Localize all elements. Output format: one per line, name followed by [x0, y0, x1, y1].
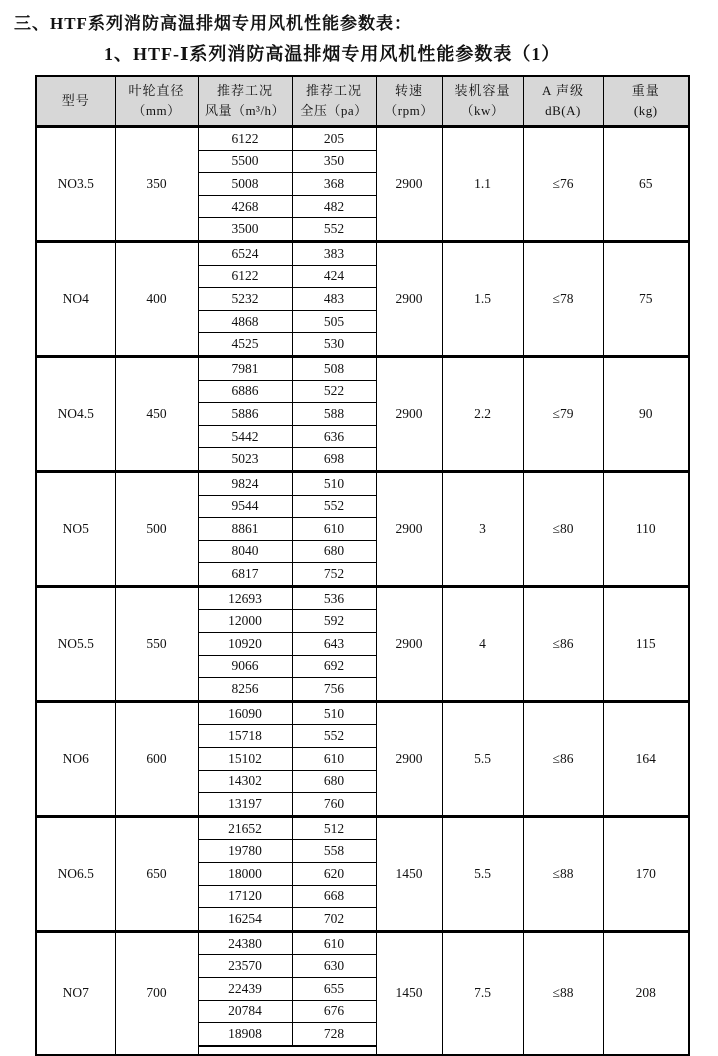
pressure-cell: 383 [292, 241, 376, 265]
pressure-cell: 728 [292, 1023, 376, 1046]
col-header-pressure [292, 76, 376, 127]
pressure-cell: 482 [292, 195, 376, 218]
pressure-cell: 610 [292, 518, 376, 541]
flow-cell: 19780 [198, 840, 292, 863]
col-header-line1: A 声级 [542, 82, 584, 98]
pressure-cell: 760 [292, 793, 376, 817]
table-row [36, 127, 689, 151]
col-header-speed [376, 76, 442, 127]
pressure-cell: 668 [292, 885, 376, 908]
pressure-cell: 636 [292, 425, 376, 448]
table-row [36, 471, 689, 495]
weight-cell: 170 [603, 816, 689, 931]
col-header-line1: 推荐工况 [216, 82, 273, 98]
pressure-cell: 620 [292, 863, 376, 886]
weight-cell: 164 [603, 701, 689, 816]
col-header-line1: 推荐工况 [305, 82, 362, 98]
flow-cell: 6524 [198, 241, 292, 265]
pressure-cell: 552 [292, 725, 376, 748]
power-cell: 1.1 [442, 127, 523, 242]
flow-cell: 23570 [198, 955, 292, 978]
speed-cell: 2900 [376, 586, 442, 701]
flow-cell: 22439 [198, 977, 292, 1000]
col-header-line1: 型号 [61, 92, 90, 108]
col-header-flow [198, 76, 292, 127]
flow-cell: 6886 [198, 380, 292, 403]
pressure-cell: 680 [292, 540, 376, 563]
noise-cell: ≤76 [523, 127, 603, 242]
power-cell: 1.5 [442, 241, 523, 356]
flow-cell: 5500 [198, 150, 292, 173]
diameter-cell: 450 [115, 356, 198, 471]
noise-cell: ≤88 [523, 931, 603, 1054]
diameter-cell: 500 [115, 471, 198, 586]
diameter-cell: 650 [115, 816, 198, 931]
flow-cell: 8256 [198, 678, 292, 702]
speed-cell: 2900 [376, 356, 442, 471]
model-cell: NO4.5 [36, 356, 115, 471]
flow-cell: 12693 [198, 586, 292, 610]
power-cell: 3 [442, 471, 523, 586]
flow-cell: 18000 [198, 863, 292, 886]
flow-cell: 5232 [198, 288, 292, 311]
flow-cell: 20784 [198, 1000, 292, 1023]
flow-cell: 12000 [198, 610, 292, 633]
diameter-cell: 600 [115, 701, 198, 816]
pressure-cell: 552 [292, 495, 376, 518]
model-cell: NO5.5 [36, 586, 115, 701]
pressure-cell: 483 [292, 288, 376, 311]
weight-cell: 65 [603, 127, 689, 242]
flow-cell: 24380 [198, 931, 292, 955]
col-header-diameter [115, 76, 198, 127]
pressure-cell: 205 [292, 127, 376, 151]
col-header-unit: 风量（m³/h） [204, 103, 286, 118]
flow-cell: 9544 [198, 495, 292, 518]
noise-cell: ≤79 [523, 356, 603, 471]
pressure-cell: 505 [292, 310, 376, 333]
weight-cell: 110 [603, 471, 689, 586]
power-cell: 5.5 [442, 701, 523, 816]
diameter-cell: 350 [115, 127, 198, 242]
col-header-weight [603, 76, 689, 127]
table-row [36, 701, 689, 725]
col-header-unit: (kg) [633, 103, 658, 118]
noise-cell: ≤78 [523, 241, 603, 356]
pressure-cell: 424 [292, 265, 376, 288]
pressure-cell: 756 [292, 678, 376, 702]
pressure-cell: 702 [292, 908, 376, 932]
noise-cell: ≤86 [523, 701, 603, 816]
speed-cell: 1450 [376, 931, 442, 1054]
model-cell: NO6.5 [36, 816, 115, 931]
flow-cell: 15102 [198, 748, 292, 771]
col-header-model [36, 76, 115, 127]
col-header-unit: 全压（pa） [300, 103, 368, 118]
model-cell: NO4 [36, 241, 115, 356]
col-header-unit: dB(A) [545, 103, 581, 118]
power-cell: 7.5 [442, 931, 523, 1054]
table-row [36, 931, 689, 955]
flow-cell: 14302 [198, 770, 292, 793]
power-cell: 4 [442, 586, 523, 701]
pressure-cell: 512 [292, 816, 376, 840]
flow-cell: 9824 [198, 471, 292, 495]
flow-cell: 6122 [198, 127, 292, 151]
speed-cell: 1450 [376, 816, 442, 931]
pressure-cell: 630 [292, 955, 376, 978]
pressure-cell: 522 [292, 380, 376, 403]
table-row [36, 356, 689, 380]
speed-cell: 2900 [376, 471, 442, 586]
power-cell: 2.2 [442, 356, 523, 471]
flow-cell: 6817 [198, 563, 292, 587]
pressure-cell: 508 [292, 356, 376, 380]
flow-cell: 6122 [198, 265, 292, 288]
performance-table [35, 75, 690, 1056]
flow-cell: 21652 [198, 816, 292, 840]
col-header-line1: 装机容量 [454, 82, 511, 98]
noise-cell: ≤86 [523, 586, 603, 701]
flow-cell: 15718 [198, 725, 292, 748]
pressure-cell: 610 [292, 748, 376, 771]
pressure-cell: 680 [292, 770, 376, 793]
weight-cell: 90 [603, 356, 689, 471]
table-row [36, 586, 689, 610]
flow-cell: 8861 [198, 518, 292, 541]
page-subtitle: 1、HTF-Ⅰ系列消防高温排烟专用风机性能参数表（1） [104, 44, 561, 64]
col-header-unit: （kw） [460, 103, 505, 118]
flow-cell: 16254 [198, 908, 292, 932]
page-title: 三、HTF系列消防高温排烟专用风机性能参数表： [14, 14, 412, 33]
pressure-cell: 368 [292, 173, 376, 196]
model-cell: NO6 [36, 701, 115, 816]
diameter-cell: 700 [115, 931, 198, 1054]
flow-cell: 4525 [198, 333, 292, 357]
table-row [36, 241, 689, 265]
col-header-unit: （rpm） [384, 103, 434, 118]
col-header-power [442, 76, 523, 127]
flow-cell: 3500 [198, 218, 292, 242]
flow-cell: 7981 [198, 356, 292, 380]
table-row [36, 816, 689, 840]
flow-cell: 17120 [198, 885, 292, 908]
pressure-cell: 588 [292, 403, 376, 426]
flow-cell: 5442 [198, 425, 292, 448]
flow-cell: 5886 [198, 403, 292, 426]
flow-cell: 4868 [198, 310, 292, 333]
diameter-cell: 550 [115, 586, 198, 701]
table-body [36, 127, 689, 1055]
pressure-cell: 530 [292, 333, 376, 357]
flow-cell: 4268 [198, 195, 292, 218]
flow-cell: 5023 [198, 448, 292, 472]
col-header-line1: 叶轮直径 [128, 82, 185, 98]
pressure-cell: 350 [292, 150, 376, 173]
flow-cell: 18908 [198, 1023, 292, 1046]
speed-cell: 2900 [376, 127, 442, 242]
pressure-cell: 676 [292, 1000, 376, 1023]
model-cell: NO5 [36, 471, 115, 586]
speed-cell: 2900 [376, 701, 442, 816]
weight-cell: 208 [603, 931, 689, 1054]
pressure-cell: 698 [292, 448, 376, 472]
speed-cell: 2900 [376, 241, 442, 356]
pressure-cell: 552 [292, 218, 376, 242]
pressure-cell: 510 [292, 471, 376, 495]
model-cell: NO7 [36, 931, 115, 1054]
noise-cell: ≤80 [523, 471, 603, 586]
pressure-cell: 655 [292, 977, 376, 1000]
noise-cell: ≤88 [523, 816, 603, 931]
flow-cell: 16090 [198, 701, 292, 725]
pressure-cell: 536 [292, 586, 376, 610]
pressure-cell: 592 [292, 610, 376, 633]
pressure-cell: 610 [292, 931, 376, 955]
flow-cell: 8040 [198, 540, 292, 563]
gap-cell [198, 1046, 376, 1055]
diameter-cell: 400 [115, 241, 198, 356]
weight-cell: 75 [603, 241, 689, 356]
pressure-cell: 752 [292, 563, 376, 587]
power-cell: 5.5 [442, 816, 523, 931]
pressure-cell: 643 [292, 633, 376, 656]
pressure-cell: 558 [292, 840, 376, 863]
col-header-line1: 转速 [394, 82, 423, 98]
weight-cell: 115 [603, 586, 689, 701]
flow-cell: 5008 [198, 173, 292, 196]
flow-cell: 9066 [198, 655, 292, 678]
col-header-unit: （mm） [132, 103, 181, 118]
flow-cell: 10920 [198, 633, 292, 656]
pressure-cell: 692 [292, 655, 376, 678]
col-header-line1: 重量 [631, 82, 660, 98]
header-row [36, 76, 689, 127]
col-header-noise [523, 76, 603, 127]
pressure-cell: 510 [292, 701, 376, 725]
flow-cell: 13197 [198, 793, 292, 817]
model-cell: NO3.5 [36, 127, 115, 242]
